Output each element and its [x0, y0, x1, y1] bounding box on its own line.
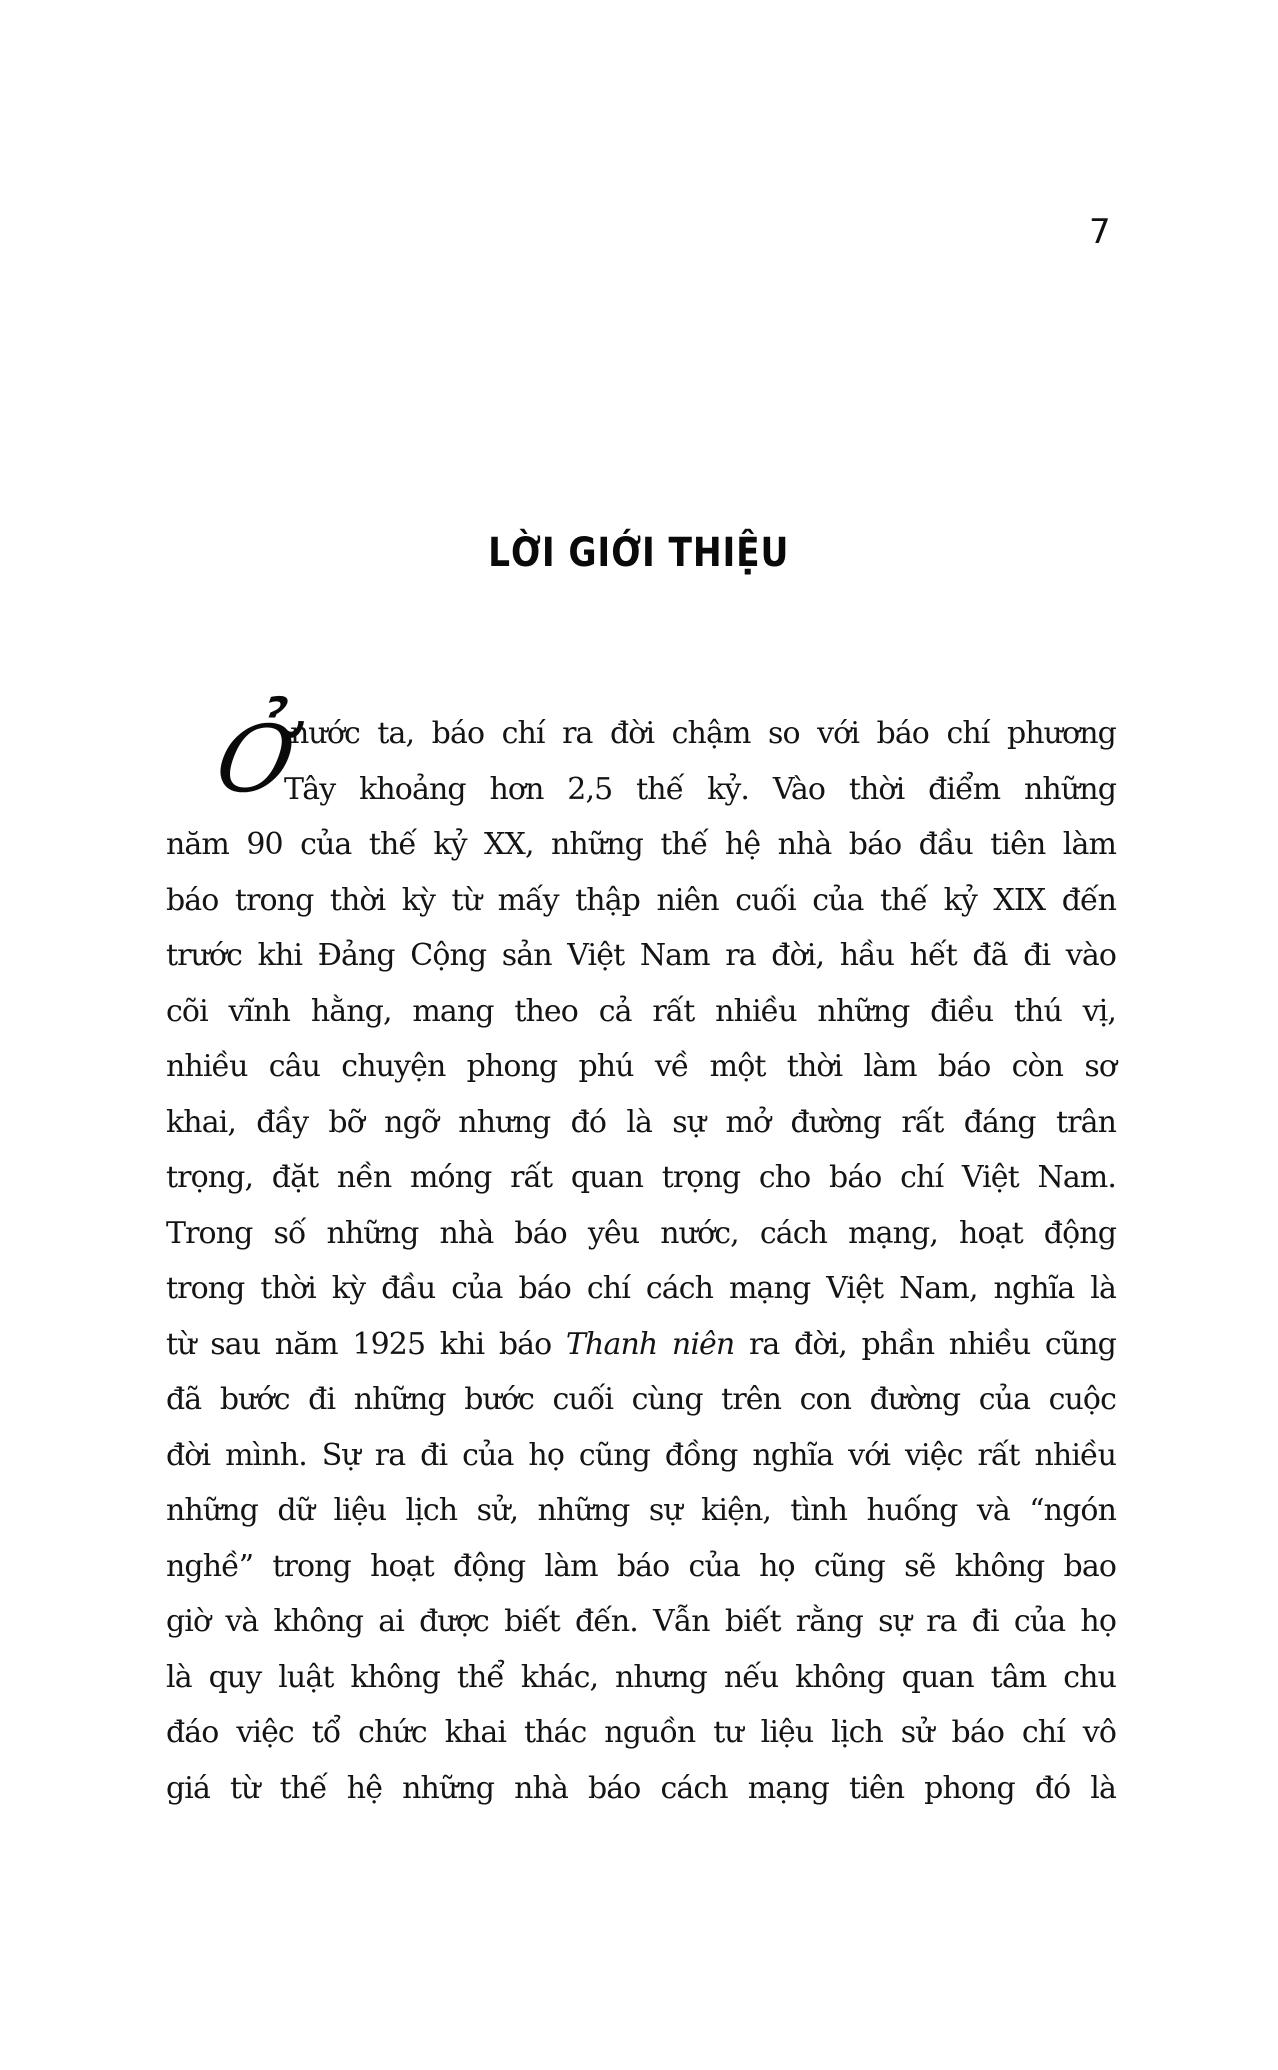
chapter-title: LỜI GIỚI THIỆU — [488, 530, 790, 576]
text-line: Tây khoảng hơn 2,5 thế kỷ. Vào thời điểm những — [284, 771, 1116, 807]
text-line: cõi vĩnh hằng, mang theo cả rất nhiều những điều thú vị, — [166, 993, 1116, 1029]
text-line: đáo việc tổ chức khai thác nguồn tư liệu lịch sử báo chí vô — [166, 1715, 1116, 1750]
newspaper-title-italic: Thanh niên — [565, 1326, 735, 1362]
text-line: giờ và không ai được biết đến. Vẫn biết rằng sự ra đi của họ — [166, 1604, 1116, 1639]
text-line: trước khi Đảng Cộng sản Việt Nam ra đời, hầu hết đã đi vào — [166, 938, 1116, 973]
text-line: là quy luật không thể khác, nhưng nếu không quan tâm chu — [166, 1659, 1116, 1695]
text-line: đã bước đi những bước cuối cùng trên con đường của cuộc — [166, 1382, 1116, 1417]
text-segment: từ sau năm 1925 khi báo — [166, 1326, 566, 1362]
text-line: nước ta, báo chí ra đời chậm so với báo chí phương — [290, 716, 1116, 751]
text-line: báo trong thời kỳ từ mấy thập niên cuối của thế kỷ XIX đến — [166, 882, 1116, 918]
text-line: khai, đầy bỡ ngỡ nhưng đó là sự mở đường rất đáng trân — [166, 1104, 1116, 1140]
text-line: giá từ thế hệ những nhà báo cách mạng tiên phong đó là — [166, 1770, 1116, 1806]
page-number: 7 — [1089, 212, 1111, 252]
text-line: năm 90 của thế kỷ XX, những thế hệ nhà báo đầu tiên làm — [166, 827, 1116, 862]
text-line-with-italic — [166, 1317, 1116, 1373]
text-line: trong thời kỳ đầu của báo chí cách mạng Việt Nam, nghĩa là — [166, 1271, 1116, 1306]
body-paragraph — [166, 706, 1116, 1816]
text-line: đời mình. Sự ra đi của họ cũng đồng nghĩa với việc rất nhiều — [166, 1437, 1116, 1473]
text-line: Trong số những nhà báo yêu nước, cách mạng, hoạt động — [166, 1215, 1116, 1251]
drop-cap: Ở — [208, 706, 303, 813]
text-line: nhiều câu chuyện phong phú về một thời làm báo còn sơ — [166, 1049, 1116, 1084]
text-line: những dữ liệu lịch sử, những sự kiện, tình huống và “ngón — [166, 1493, 1116, 1528]
text-segment: ra đời, phần nhiều cũng — [734, 1326, 1116, 1362]
text-line: nghề” trong hoạt động làm báo của họ cũng sẽ không bao — [166, 1548, 1116, 1584]
text-line: trọng, đặt nền móng rất quan trọng cho báo chí Việt Nam. — [166, 1160, 1116, 1195]
